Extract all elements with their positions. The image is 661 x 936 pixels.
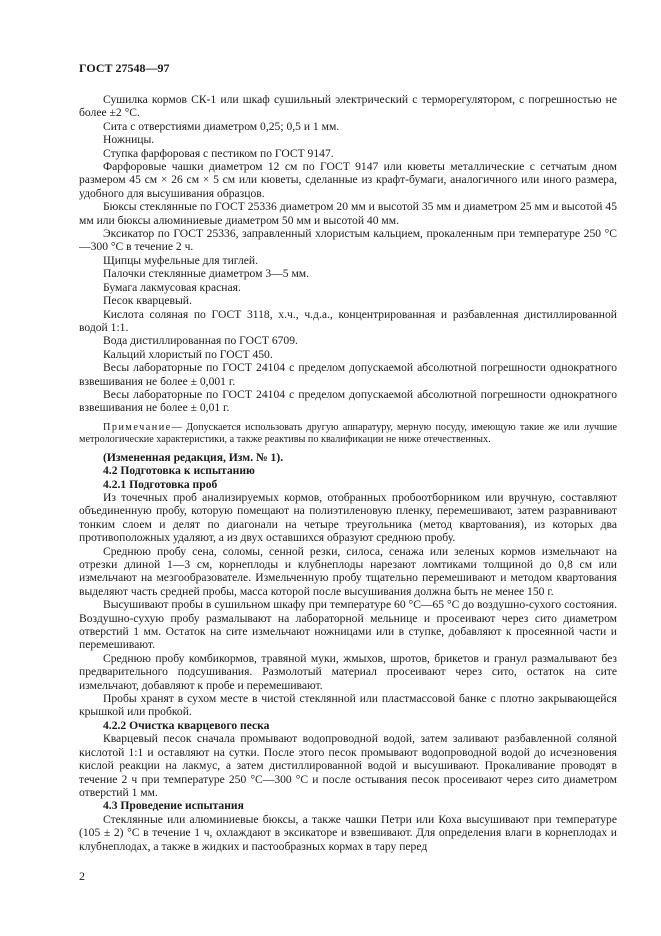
paragraph: Палочки стеклянные диаметром 3—5 мм. [103,267,310,281]
paragraph: Пробы хранят в сухом месте в чистой стеклянной или пластмассовой банке с плотно закрывающейся крышкой или пробкой. [79,692,617,719]
paragraph: Ступка фарфоровая с пестиком по ГОСТ 9147. [103,146,334,160]
paragraph: Среднюю пробу комбикормов, травяной муки, жмыхов, шротов, брикетов и гранул размалывают без предварительного подсушивания. Размолотый материал просеивают через сито, остаток на сите измельчают, добавляют к пробе и перемешивают. [79,651,617,692]
page-number: 2 [79,869,85,883]
paragraph: Вода дистиллированная по ГОСТ 6709. [103,334,298,348]
paragraph: Бумага лакмусовая красная. [103,280,241,294]
document-body [79,93,617,853]
section-heading-4-3: 4.3 Проведение испытания [103,799,244,813]
paragraph: Кальций хлористый по ГОСТ 450. [103,347,273,361]
paragraph: Щипцы муфельные для тиглей. [103,253,258,267]
note-label: Примечание [103,421,172,433]
section-heading-4-2-1: 4.2.1 Подготовка проб [103,477,218,491]
note [79,422,617,446]
paragraph: Кварцевый песок сначала промывают водопроводной водой, затем заливают разбавленной соляной кислотой 1:1 и оставляют на сутки. После этого песок промывают водопроводной водой до исчезновения кислой реакции на лакмус, а затем дистиллированной водой и высушивают. Прокаливание проводят в течение 2 ч при температуре 250 °С—300 °С и после остывания песок просеивают через сито диаметром отверстий 1 мм. [79,732,617,799]
paragraph: Фарфоровые чашки диаметром 12 см по ГОСТ 9147 или кюветы металлические с сетчатым дном размером 45 см × 26 см × 5 см или кюветы, сделанные из крафт-бумаги, аналогичного или иного размера, удобного для высушивания образцов. [79,160,617,200]
paragraph: Стеклянные или алюминиевые бюксы, а также чашки Петри или Коха высушивают при температуре (105 ± 2) °С в течение 1 ч, охлаждают в эксикаторе и взвешивают. Для определения влаги в корнеплодах и клубнеплодах, а также в жидких и пастообразных кормах в тару перед [79,812,617,853]
paragraph: Бюксы стеклянные по ГОСТ 25336 диаметром 20 мм и высотой 35 мм и диаметром 25 мм и высотой 45 мм или бюксы алюминиевые диаметром 50 мм и высотой 40 мм. [79,200,617,227]
revision-note: (Измененная редакция, Изм. № 1). [103,450,284,464]
paragraph: Из точечных проб анализируемых кормов, отобранных пробоотборником или вручную, составляют объединенную пробу, которую помещают на полиэтиленовую пленку, перемешивают, затем разравнивают тонким слоем и делят по диагонали на четыре треугольника (метод квартования), из которых два противоположных удаляют, а из двух оставшихся образуют среднюю пробу. [79,490,617,545]
paragraph: Весы лабораторные по ГОСТ 24104 с пределом допускаемой абсолютной погрешности однократного взвешивания не более ± 0,001 г. [79,361,617,388]
paragraph: Эксикатор по ГОСТ 25336, заправленный хлористым кальцием, прокаленным при температуре 250 °С—300 °С в течение 2 ч. [79,227,617,254]
paragraph: Высушивают пробы в сушильном шкафу при температуре 60 °С—65 °С до воздушно-сухого состояния. Воздушно-сухую пробу размалывают на лабораторной мельнице и просеивают через сито диаметром отверстий 1 мм. Остаток на сите измельчают ножницами или в ступке, добавляют к просеянной части и перемешивают. [79,598,617,652]
standard-header: ГОСТ 27548—97 [79,61,170,75]
paragraph: Песок кварцевый. [103,294,192,308]
paragraph: Ножницы. [103,133,155,147]
paragraph: Сушилка кормов СК-1 или шкаф сушильный электрический с терморегулятором, с погрешностью не более ±2 °С. [79,93,617,120]
paragraph: Кислота соляная по ГОСТ 3118, х.ч., ч.д.а., концентрированная и разбавленная дистиллированной водой 1:1. [79,307,617,334]
paragraph: Среднюю пробу сена, соломы, сенной резки, силоса, сенажа или зеленых кормов измельчают на отрезки длиной 1—3 см, корнеплоды и клубнеплоды нарезают ломтиками толщиной до 0,8 см или измельчают на мезгообразователе. Измельченную пробу тщательно перемешивают и методом квартования выделяют часть средней пробы, масса которой после высушивания должна быть не менее 150 г. [79,544,617,598]
section-heading-4-2-2: 4.2.2 Очистка кварцевого песка [103,718,270,732]
section-heading-4-2: 4.2 Подготовка к испытанию [103,464,255,478]
paragraph: Сита с отверстиями диаметром 0,25; 0,5 и 1 мм. [103,119,340,133]
note-text: — Допускается использовать другую аппаратуру, мерную посуду, имеющую такие же или лучшие метрологические характеристики, а также реактивы по квалификации не ниже отечественных. [79,421,617,445]
paragraph: Весы лабораторные по ГОСТ 24104 с пределом допускаемой абсолютной погрешности однократного взвешивания не более ± 0,01 г. [79,387,617,415]
